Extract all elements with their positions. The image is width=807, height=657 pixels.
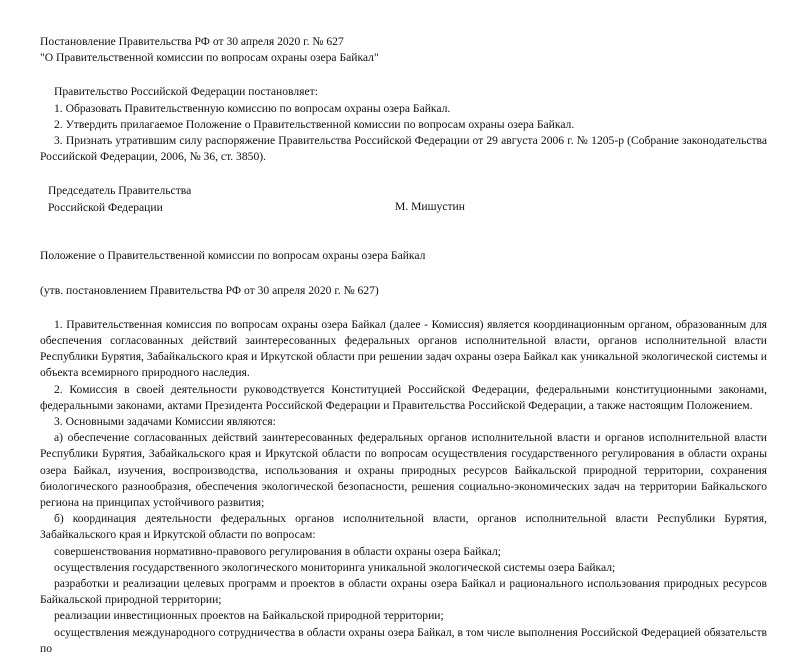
- regulation-paragraph: осуществления государственного экологического мониторинга уникальной экологической системы озера Байкал;: [54, 560, 616, 574]
- regulation-paragraph: 3. Основными задачами Комиссии являются:: [54, 415, 276, 429]
- regulation-paragraph: совершенствования нормативно-правового регулирования в области охраны озера Байкал;: [54, 544, 502, 558]
- document-page: [40, 34, 767, 657]
- regulation-paragraph: б) координация деятельности федеральных органов исполнительной власти, органов исполнительной власти Республики Бурятия, Забайкальского края и Иркутской области по вопросам:: [40, 512, 767, 542]
- decree-item: 3. Признать утратившим силу распоряжение Правительства Российской Федерации от 29 августа 2006 г. № 1205-р (Собрание законодательства Российской Федерации, 2006, № 36, ст. 3850).: [40, 134, 767, 164]
- regulation-paragraph: 2. Комиссия в своей деятельности руководствуется Конституцией Российской Федерации, федеральными конституционными законами, федеральными законами, актами Президента Российской Федерации и Правительства Российской Федерации, а также настоящим Положением.: [40, 382, 767, 412]
- document-title-line-2: "О Правительственной комиссии по вопросам охраны озера Байкал": [40, 51, 379, 65]
- regulation-approval-note: (утв. постановлением Правительства РФ от 30 апреля 2020 г. № 627): [40, 283, 379, 297]
- regulation-paragraph: реализации инвестиционных проектов на Байкальской природной территории;: [54, 609, 444, 623]
- regulation-title: Положение о Правительственной комиссии по вопросам охраны озера Байкал: [40, 249, 426, 263]
- regulation-paragraph: а) обеспечение согласованных действий заинтересованных федеральных органов исполнительной власти и органов исполнительной власти Республики Бурятия, Забайкальского края и Иркутской области по вопросам осуществления государственного регулирования в области охраны озера Байкал, изучения, воспроизводства, использования и охраны природных ресурсов Байкальской природной территории, сохранения биологического разнообразия, обеспечения экологической безопасности, решения социально-экономических задач на территории Байкальского региона на принципах устойчивого развития;: [40, 431, 767, 510]
- decree-item: 2. Утвердить прилагаемое Положение о Правительственной комиссии по вопросам охраны озера Байкал.: [54, 117, 575, 131]
- decree-intro: Правительство Российской Федерации постановляет:: [54, 85, 318, 99]
- regulation-paragraph: разработки и реализации целевых программ и проектов в области охраны озера Байкал и рационального использования природных ресурсов Байкальской природной территории;: [40, 577, 767, 607]
- signature-block: [48, 183, 767, 215]
- regulation-paragraph: 1. Правительственная комиссия по вопросам охраны озера Байкал (далее - Комиссия) является координационным органом, образованным для обеспечения согласованных действий заинтересованных федеральных органов исполнительной власти, органов исполнительной власти Республики Бурятия, Забайкальского края и Иркутской области при решении задач охраны озера Байкал как уникальной экологической системы и объекта всемирного природного наследия.: [40, 317, 767, 380]
- regulation-paragraph: осуществления международного сотрудничества в области охраны озера Байкал, в том числе выполнения Российской Федерацией обязательств по: [40, 625, 767, 655]
- decree-item: 1. Образовать Правительственную комиссию по вопросам охраны озера Байкал.: [54, 101, 451, 115]
- signer-position-line-1: Председатель Правительства: [48, 184, 192, 198]
- signer-position-line-2: Российской Федерации: [48, 200, 163, 214]
- signer-name: М. Мишустин: [395, 200, 465, 214]
- document-title-line-1: Постановление Правительства РФ от 30 апреля 2020 г. № 627: [40, 35, 344, 48]
